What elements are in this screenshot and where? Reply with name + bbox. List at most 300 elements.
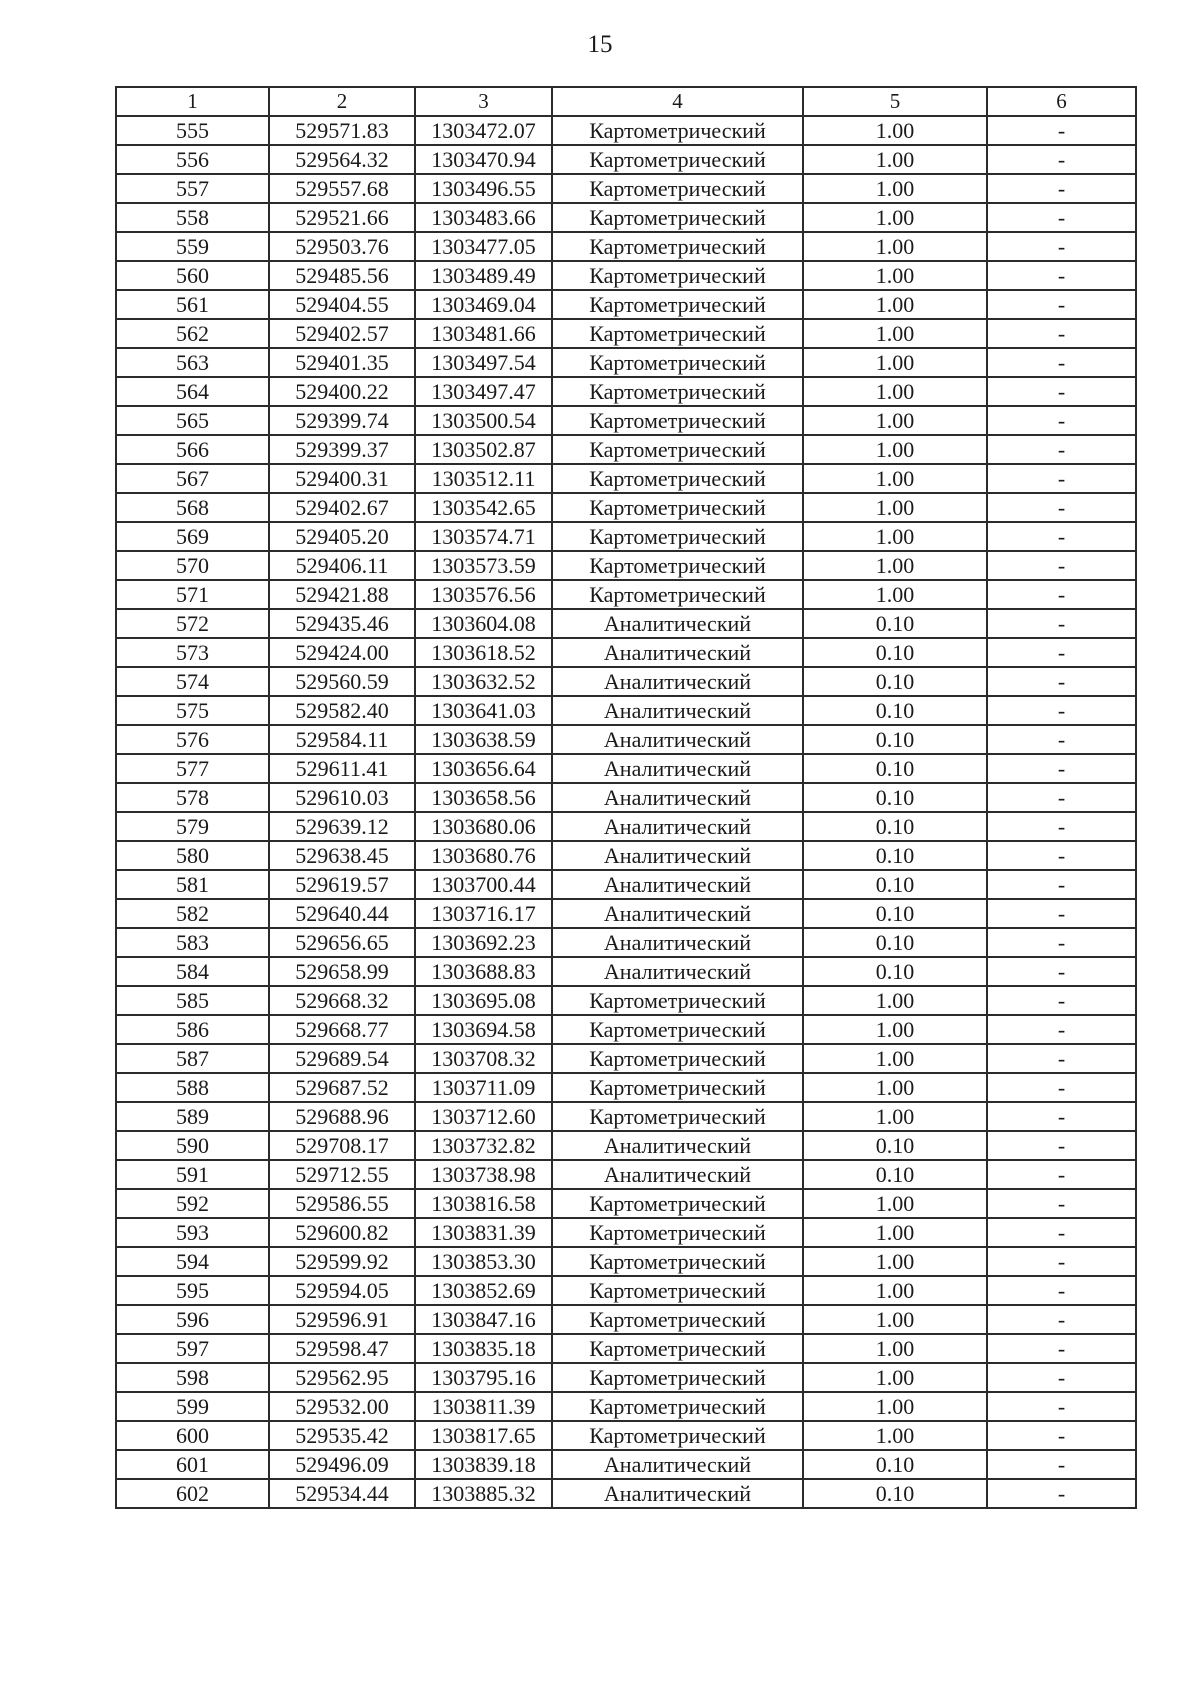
table-row [116,116,1136,145]
accuracy-cell: 1.00 [803,435,987,464]
accuracy-cell: 0.10 [803,725,987,754]
point-number-cell: 563 [116,348,269,377]
accuracy-cell: 0.10 [803,1450,987,1479]
y-coordinate-cell: 1303732.82 [415,1131,552,1160]
accuracy-cell: 0.10 [803,1131,987,1160]
method-cell: Картометрический [552,580,803,609]
x-coordinate-cell: 529687.52 [269,1073,415,1102]
y-coordinate-cell: 1303695.08 [415,986,552,1015]
table-row [116,493,1136,522]
x-coordinate-cell: 529406.11 [269,551,415,580]
table-row [116,899,1136,928]
table-row [116,754,1136,783]
table-row [116,957,1136,986]
table-row [116,1305,1136,1334]
accuracy-cell: 1.00 [803,406,987,435]
note-cell: - [987,696,1136,725]
point-number-cell: 598 [116,1363,269,1392]
note-cell: - [987,261,1136,290]
accuracy-cell: 1.00 [803,493,987,522]
point-number-cell: 592 [116,1189,269,1218]
x-coordinate-cell: 529598.47 [269,1334,415,1363]
y-coordinate-cell: 1303641.03 [415,696,552,725]
point-number-cell: 564 [116,377,269,406]
accuracy-cell: 1.00 [803,464,987,493]
note-cell: - [987,290,1136,319]
note-cell: - [987,1479,1136,1508]
table-row [116,1247,1136,1276]
method-cell: Картометрический [552,145,803,174]
note-cell: - [987,957,1136,986]
method-cell: Картометрический [552,522,803,551]
x-coordinate-cell: 529534.44 [269,1479,415,1508]
x-coordinate-cell: 529399.74 [269,406,415,435]
note-cell: - [987,1363,1136,1392]
y-coordinate-cell: 1303656.64 [415,754,552,783]
y-coordinate-cell: 1303847.16 [415,1305,552,1334]
note-cell: - [987,638,1136,667]
table-row [116,348,1136,377]
method-cell: Аналитический [552,957,803,986]
y-coordinate-cell: 1303576.56 [415,580,552,609]
accuracy-cell: 1.00 [803,1305,987,1334]
method-cell: Аналитический [552,1131,803,1160]
point-number-cell: 569 [116,522,269,551]
table-row [116,1131,1136,1160]
accuracy-cell: 1.00 [803,986,987,1015]
point-number-cell: 582 [116,899,269,928]
method-cell: Картометрический [552,377,803,406]
point-number-cell: 572 [116,609,269,638]
x-coordinate-cell: 529582.40 [269,696,415,725]
table-row [116,1479,1136,1508]
table-header [116,87,1136,116]
method-cell: Картометрический [552,464,803,493]
accuracy-cell: 1.00 [803,116,987,145]
accuracy-cell: 1.00 [803,580,987,609]
header-row [116,87,1136,116]
accuracy-cell: 1.00 [803,203,987,232]
x-coordinate-cell: 529668.32 [269,986,415,1015]
x-coordinate-cell: 529658.99 [269,957,415,986]
x-coordinate-cell: 529638.45 [269,841,415,870]
point-number-cell: 559 [116,232,269,261]
x-coordinate-cell: 529564.32 [269,145,415,174]
method-cell: Картометрический [552,986,803,1015]
y-coordinate-cell: 1303692.23 [415,928,552,957]
point-number-cell: 597 [116,1334,269,1363]
table-row [116,870,1136,899]
y-coordinate-cell: 1303497.47 [415,377,552,406]
note-cell: - [987,841,1136,870]
accuracy-cell: 1.00 [803,145,987,174]
point-number-cell: 601 [116,1450,269,1479]
x-coordinate-cell: 529712.55 [269,1160,415,1189]
point-number-cell: 596 [116,1305,269,1334]
method-cell: Картометрический [552,290,803,319]
table-row [116,1334,1136,1363]
table-row [116,406,1136,435]
point-number-cell: 593 [116,1218,269,1247]
note-cell: - [987,986,1136,1015]
table-row [116,522,1136,551]
table-row [116,1450,1136,1479]
table-row [116,986,1136,1015]
y-coordinate-cell: 1303632.52 [415,667,552,696]
method-cell: Картометрический [552,435,803,464]
note-cell: - [987,1421,1136,1450]
table-row [116,290,1136,319]
point-number-cell: 600 [116,1421,269,1450]
y-coordinate-cell: 1303512.11 [415,464,552,493]
accuracy-cell: 1.00 [803,1102,987,1131]
header-cell-4: 4 [552,87,803,116]
accuracy-cell: 0.10 [803,899,987,928]
table-body [116,116,1136,1508]
y-coordinate-cell: 1303700.44 [415,870,552,899]
y-coordinate-cell: 1303483.66 [415,203,552,232]
method-cell: Аналитический [552,899,803,928]
accuracy-cell: 1.00 [803,1421,987,1450]
header-cell-1: 1 [116,87,269,116]
point-number-cell: 602 [116,1479,269,1508]
y-coordinate-cell: 1303638.59 [415,725,552,754]
point-number-cell: 556 [116,145,269,174]
point-number-cell: 586 [116,1015,269,1044]
x-coordinate-cell: 529619.57 [269,870,415,899]
accuracy-cell: 1.00 [803,232,987,261]
x-coordinate-cell: 529571.83 [269,116,415,145]
note-cell: - [987,609,1136,638]
y-coordinate-cell: 1303502.87 [415,435,552,464]
y-coordinate-cell: 1303694.58 [415,1015,552,1044]
table-row [116,551,1136,580]
x-coordinate-cell: 529639.12 [269,812,415,841]
note-cell: - [987,1160,1136,1189]
point-number-cell: 566 [116,435,269,464]
table-row [116,1421,1136,1450]
accuracy-cell: 1.00 [803,1363,987,1392]
table-row [116,928,1136,957]
note-cell: - [987,1189,1136,1218]
point-number-cell: 555 [116,116,269,145]
x-coordinate-cell: 529594.05 [269,1276,415,1305]
accuracy-cell: 1.00 [803,1392,987,1421]
x-coordinate-cell: 529404.55 [269,290,415,319]
method-cell: Картометрический [552,1044,803,1073]
x-coordinate-cell: 529521.66 [269,203,415,232]
accuracy-cell: 1.00 [803,1189,987,1218]
table-row [116,1015,1136,1044]
note-cell: - [987,174,1136,203]
accuracy-cell: 0.10 [803,667,987,696]
table-row [116,1073,1136,1102]
table-row [116,261,1136,290]
point-number-cell: 562 [116,319,269,348]
accuracy-cell: 0.10 [803,1160,987,1189]
method-cell: Картометрический [552,232,803,261]
note-cell: - [987,1334,1136,1363]
method-cell: Картометрический [552,1363,803,1392]
note-cell: - [987,899,1136,928]
accuracy-cell: 0.10 [803,783,987,812]
y-coordinate-cell: 1303716.17 [415,899,552,928]
x-coordinate-cell: 529557.68 [269,174,415,203]
method-cell: Аналитический [552,1479,803,1508]
y-coordinate-cell: 1303542.65 [415,493,552,522]
x-coordinate-cell: 529400.22 [269,377,415,406]
table-row [116,1160,1136,1189]
table-row [116,812,1136,841]
y-coordinate-cell: 1303816.58 [415,1189,552,1218]
accuracy-cell: 1.00 [803,1334,987,1363]
x-coordinate-cell: 529424.00 [269,638,415,667]
x-coordinate-cell: 529405.20 [269,522,415,551]
method-cell: Картометрический [552,1189,803,1218]
y-coordinate-cell: 1303680.06 [415,812,552,841]
method-cell: Картометрический [552,1334,803,1363]
table-row [116,145,1136,174]
table-row [116,1044,1136,1073]
point-number-cell: 579 [116,812,269,841]
x-coordinate-cell: 529610.03 [269,783,415,812]
method-cell: Аналитический [552,725,803,754]
y-coordinate-cell: 1303817.65 [415,1421,552,1450]
page-number: 15 [587,31,613,58]
point-number-cell: 568 [116,493,269,522]
table-row [116,638,1136,667]
accuracy-cell: 1.00 [803,261,987,290]
y-coordinate-cell: 1303711.09 [415,1073,552,1102]
method-cell: Картометрический [552,1276,803,1305]
accuracy-cell: 0.10 [803,841,987,870]
point-number-cell: 576 [116,725,269,754]
accuracy-cell: 0.10 [803,1479,987,1508]
accuracy-cell: 0.10 [803,754,987,783]
accuracy-cell: 1.00 [803,1218,987,1247]
y-coordinate-cell: 1303688.83 [415,957,552,986]
accuracy-cell: 1.00 [803,377,987,406]
accuracy-cell: 1.00 [803,1044,987,1073]
point-number-cell: 587 [116,1044,269,1073]
x-coordinate-cell: 529402.57 [269,319,415,348]
table-row [116,580,1136,609]
x-coordinate-cell: 529562.95 [269,1363,415,1392]
y-coordinate-cell: 1303738.98 [415,1160,552,1189]
x-coordinate-cell: 529668.77 [269,1015,415,1044]
note-cell: - [987,551,1136,580]
point-number-cell: 561 [116,290,269,319]
method-cell: Картометрический [552,1073,803,1102]
note-cell: - [987,203,1136,232]
x-coordinate-cell: 529611.41 [269,754,415,783]
accuracy-cell: 1.00 [803,1276,987,1305]
note-cell: - [987,580,1136,609]
x-coordinate-cell: 529708.17 [269,1131,415,1160]
accuracy-cell: 1.00 [803,1073,987,1102]
method-cell: Картометрический [552,551,803,580]
note-cell: - [987,1305,1136,1334]
x-coordinate-cell: 529435.46 [269,609,415,638]
accuracy-cell: 0.10 [803,870,987,899]
point-number-cell: 574 [116,667,269,696]
accuracy-cell: 0.10 [803,609,987,638]
note-cell: - [987,1102,1136,1131]
method-cell: Картометрический [552,1392,803,1421]
x-coordinate-cell: 529401.35 [269,348,415,377]
note-cell: - [987,1131,1136,1160]
header-cell-6: 6 [987,87,1136,116]
point-number-cell: 599 [116,1392,269,1421]
method-cell: Картометрический [552,1102,803,1131]
accuracy-cell: 1.00 [803,290,987,319]
note-cell: - [987,348,1136,377]
point-number-cell: 557 [116,174,269,203]
point-number-cell: 560 [116,261,269,290]
note-cell: - [987,464,1136,493]
note-cell: - [987,754,1136,783]
table-row [116,783,1136,812]
y-coordinate-cell: 1303811.39 [415,1392,552,1421]
note-cell: - [987,319,1136,348]
accuracy-cell: 1.00 [803,319,987,348]
point-number-cell: 595 [116,1276,269,1305]
point-number-cell: 591 [116,1160,269,1189]
point-number-cell: 570 [116,551,269,580]
y-coordinate-cell: 1303795.16 [415,1363,552,1392]
point-number-cell: 584 [116,957,269,986]
note-cell: - [987,725,1136,754]
header-cell-2: 2 [269,87,415,116]
note-cell: - [987,812,1136,841]
point-number-cell: 594 [116,1247,269,1276]
method-cell: Картометрический [552,174,803,203]
accuracy-cell: 0.10 [803,638,987,667]
table-row [116,667,1136,696]
table-row [116,435,1136,464]
accuracy-cell: 0.10 [803,957,987,986]
x-coordinate-cell: 529560.59 [269,667,415,696]
note-cell: - [987,493,1136,522]
note-cell: - [987,522,1136,551]
method-cell: Аналитический [552,667,803,696]
x-coordinate-cell: 529402.67 [269,493,415,522]
y-coordinate-cell: 1303477.05 [415,232,552,261]
method-cell: Картометрический [552,319,803,348]
point-number-cell: 588 [116,1073,269,1102]
table-row [116,377,1136,406]
y-coordinate-cell: 1303489.49 [415,261,552,290]
y-coordinate-cell: 1303853.30 [415,1247,552,1276]
accuracy-cell: 1.00 [803,174,987,203]
table-row [116,203,1136,232]
note-cell: - [987,1450,1136,1479]
point-number-cell: 567 [116,464,269,493]
method-cell: Картометрический [552,406,803,435]
y-coordinate-cell: 1303835.18 [415,1334,552,1363]
x-coordinate-cell: 529689.54 [269,1044,415,1073]
method-cell: Аналитический [552,609,803,638]
accuracy-cell: 0.10 [803,696,987,725]
method-cell: Аналитический [552,783,803,812]
x-coordinate-cell: 529596.91 [269,1305,415,1334]
header-cell-3: 3 [415,87,552,116]
x-coordinate-cell: 529503.76 [269,232,415,261]
x-coordinate-cell: 529688.96 [269,1102,415,1131]
table-row [116,319,1136,348]
method-cell: Аналитический [552,812,803,841]
x-coordinate-cell: 529656.65 [269,928,415,957]
header-cell-5: 5 [803,87,987,116]
point-number-cell: 578 [116,783,269,812]
y-coordinate-cell: 1303496.55 [415,174,552,203]
note-cell: - [987,435,1136,464]
accuracy-cell: 1.00 [803,348,987,377]
accuracy-cell: 1.00 [803,551,987,580]
accuracy-cell: 1.00 [803,1015,987,1044]
point-number-cell: 575 [116,696,269,725]
y-coordinate-cell: 1303481.66 [415,319,552,348]
x-coordinate-cell: 529640.44 [269,899,415,928]
method-cell: Аналитический [552,870,803,899]
y-coordinate-cell: 1303497.54 [415,348,552,377]
method-cell: Картометрический [552,493,803,522]
x-coordinate-cell: 529532.00 [269,1392,415,1421]
point-number-cell: 580 [116,841,269,870]
x-coordinate-cell: 529400.31 [269,464,415,493]
point-number-cell: 573 [116,638,269,667]
method-cell: Картометрический [552,1218,803,1247]
x-coordinate-cell: 529599.92 [269,1247,415,1276]
y-coordinate-cell: 1303658.56 [415,783,552,812]
method-cell: Аналитический [552,1450,803,1479]
note-cell: - [987,783,1136,812]
note-cell: - [987,406,1136,435]
point-number-cell: 590 [116,1131,269,1160]
note-cell: - [987,667,1136,696]
note-cell: - [987,377,1136,406]
table-row [116,1102,1136,1131]
method-cell: Аналитический [552,928,803,957]
point-number-cell: 583 [116,928,269,957]
note-cell: - [987,1073,1136,1102]
table-row [116,1218,1136,1247]
table-row [116,1276,1136,1305]
method-cell: Аналитический [552,638,803,667]
note-cell: - [987,870,1136,899]
y-coordinate-cell: 1303885.32 [415,1479,552,1508]
x-coordinate-cell: 529421.88 [269,580,415,609]
point-number-cell: 558 [116,203,269,232]
y-coordinate-cell: 1303680.76 [415,841,552,870]
y-coordinate-cell: 1303708.32 [415,1044,552,1073]
y-coordinate-cell: 1303500.54 [415,406,552,435]
table-row [116,1363,1136,1392]
table-row [116,174,1136,203]
accuracy-cell: 1.00 [803,1247,987,1276]
y-coordinate-cell: 1303852.69 [415,1276,552,1305]
accuracy-cell: 0.10 [803,928,987,957]
x-coordinate-cell: 529399.37 [269,435,415,464]
point-number-cell: 577 [116,754,269,783]
x-coordinate-cell: 529535.42 [269,1421,415,1450]
table-row [116,841,1136,870]
y-coordinate-cell: 1303712.60 [415,1102,552,1131]
point-number-cell: 571 [116,580,269,609]
accuracy-cell: 1.00 [803,522,987,551]
note-cell: - [987,1015,1136,1044]
point-number-cell: 565 [116,406,269,435]
